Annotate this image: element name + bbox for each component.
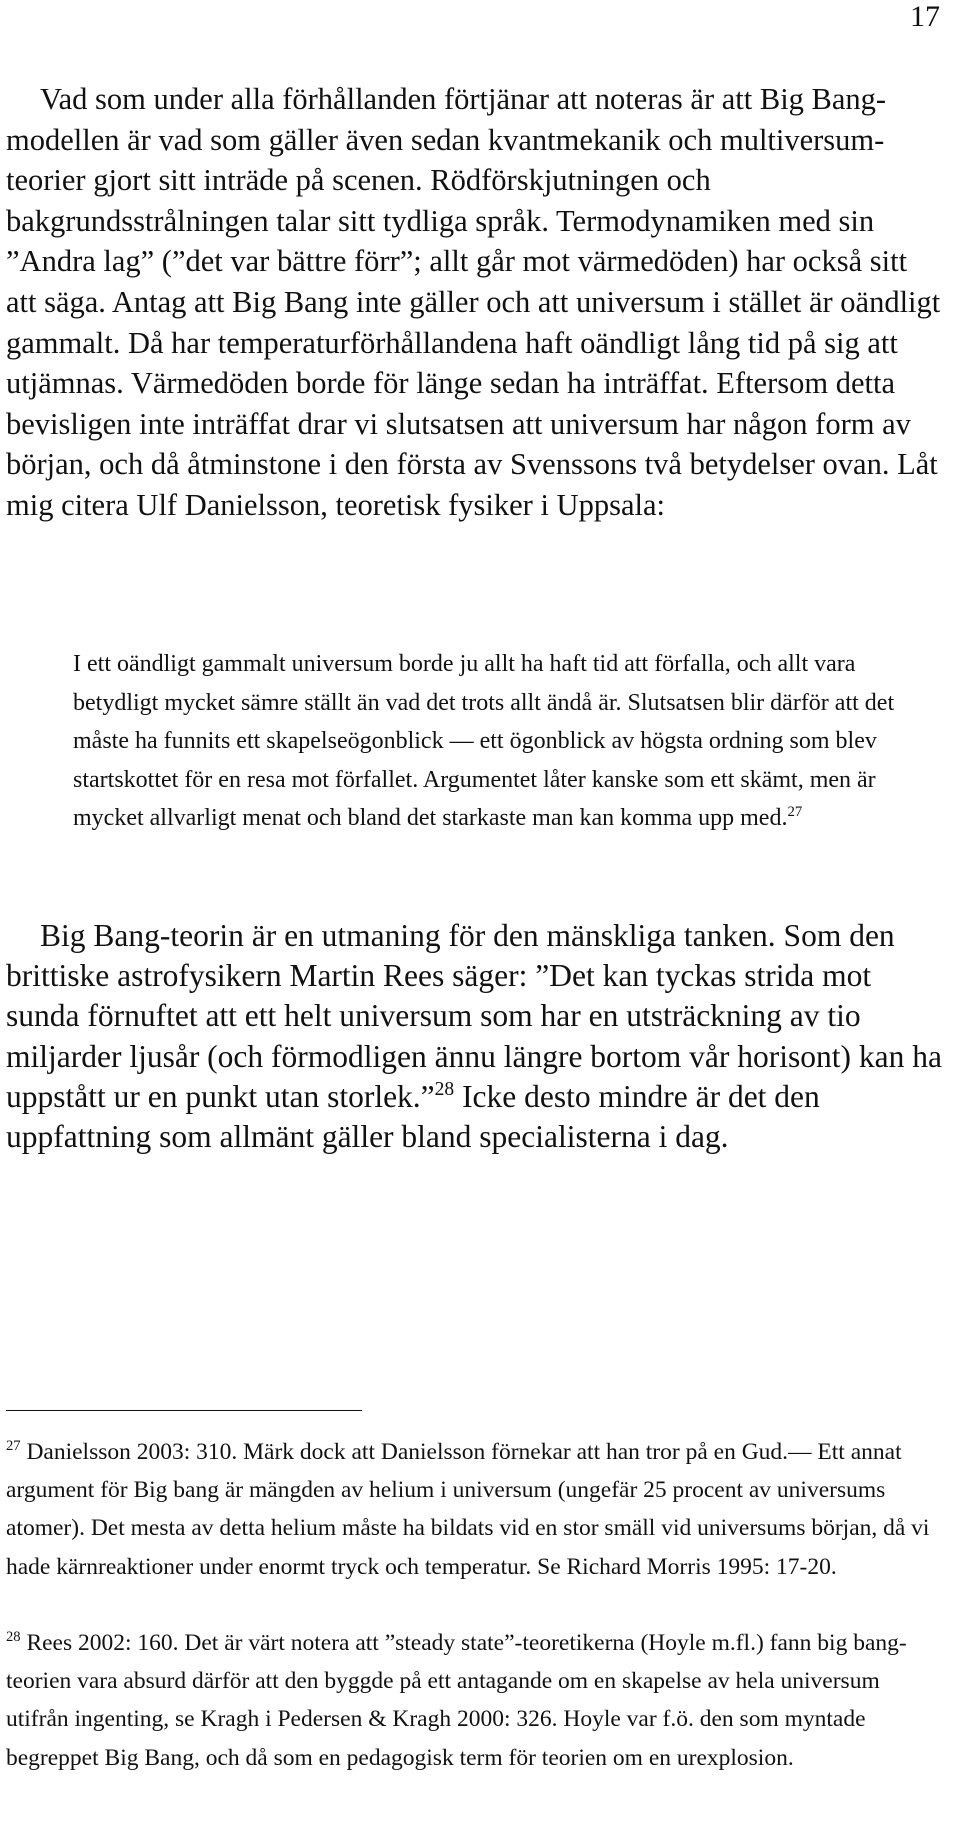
footnote-ref-27: 27 xyxy=(787,804,803,821)
footnote-27 xyxy=(6,1433,942,1586)
body-paragraph-2 xyxy=(6,916,942,1157)
paragraph-1-text: Vad som under alla förhållanden förtjänar att noteras är att Big Bang-modellen är vad som gäller även sedan kvantmekanik och multiversum-teorier gjort sitt inträde på scenen. Rödförskjutningen och bakgrundsstrålningen talar sitt tydliga språk. Termodynamiken med sin ”Andra lag” (”det var bättre förr”; allt går mot värmedöden) har också sitt att säga. Antag att Big Bang inte gäller och att universum i stället är oändligt gammalt. Då har temperaturförhållandena haft oändligt lång tid på sig att utjämnas. Värmedöden borde för länge sedan ha inträffat. Eftersom detta bevisligen inte inträffat drar vi slutsatsen att universum har någon form av början, och då åtminstone i den första av Svenssons två betydelser ovan. Låt mig citera Ulf Danielsson, teoretisk fysiker i Uppsala: xyxy=(6,82,941,522)
quote-text: I ett oändligt gammalt universum borde ju allt ha haft tid att förfalla, och allt vara betydligt mycket sämre ställt än vad det trots allt ändå är. Slutsatsen blir därför att det måste ha funnits ett skapelseögonblick — ett ögonblick av högsta ordning som blev startskottet för en resa mot förfallet. Argumentet låter kanske som ett skämt, men är mycket allvarligt menat och bland det starkaste man kan komma upp med. xyxy=(73,651,895,832)
footnote-28-text: Rees 2002: 160. Det är värt notera att ”steady state”-teoretikerna (Hoyle m.fl.) fann big bang-teorien vara absurd därför att den byggde på ett antagande om en skapelse av hela universum utifrån ingenting, se Kragh i Pedersen & Kragh 2000: 326. Hoyle var f.ö. den som myntade begreppet Big Bang, och då som en pedagogisk term för teorien om en urexplosion. xyxy=(6,1630,907,1771)
footnote-28 xyxy=(6,1624,942,1777)
footnote-ref-28: 28 xyxy=(434,1078,455,1100)
footnote-28-number: 28 xyxy=(6,1628,21,1645)
footnote-27-number: 27 xyxy=(6,1437,21,1454)
body-paragraph-1 xyxy=(6,79,942,526)
paragraph-2-tail: Icke desto mindre är det den uppfattning som allmänt gäller bland specialisterna i dag. xyxy=(6,1078,820,1155)
footnote-separator xyxy=(6,1410,362,1411)
block-quote xyxy=(73,645,941,838)
footnote-27-text: Danielsson 2003: 310. Märk dock att Danielsson förnekar att han tror på en Gud.— Ett annat argument för Big bang är mängden av helium i universum (ungefär 25 procent av universums atomer). Det mesta av detta helium måste ha bildats vid en stor smäll vid universums början, då vi hade kärnreaktioner under enormt tryck och temperatur. Se Richard Morris 1995: 17-20. xyxy=(6,1439,930,1580)
paragraph-2-text: Big Bang-teorin är en utmaning för den mänskliga tanken. Som den brittiske astrofysikern Martin Rees säger: ”Det kan tyckas strida mot sunda förnuftet att ett helt universum som har en utsträckning av tio miljarder ljusår (och förmodligen ännu längre bortom vår horisont) kan ha uppstått ur en punkt utan storlek.” xyxy=(6,918,942,1114)
page-number: 17 xyxy=(910,0,940,33)
